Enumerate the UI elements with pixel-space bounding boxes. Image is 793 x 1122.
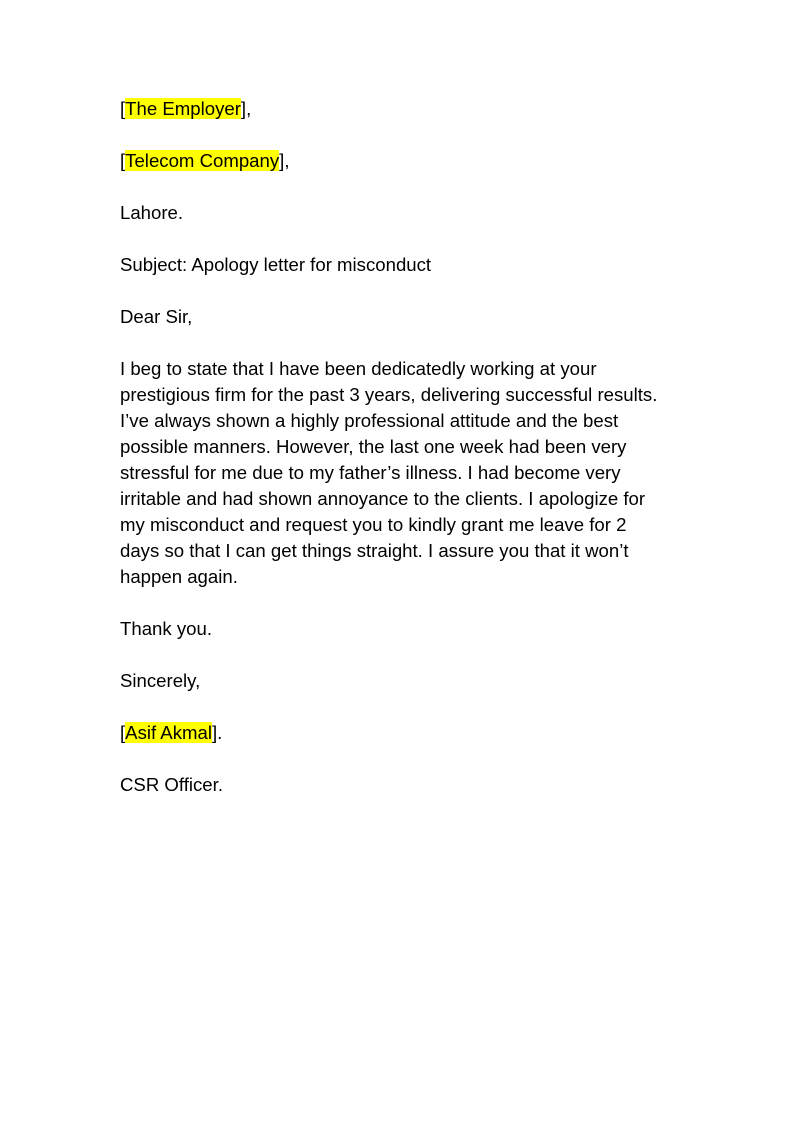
recipient-name-placeholder: The Employer <box>125 98 241 119</box>
bracket-close: ], <box>279 150 290 171</box>
sender-name-placeholder: Asif Akmal <box>125 722 212 743</box>
bracket-open: [ <box>120 722 126 743</box>
bracket-open: [ <box>120 98 126 119</box>
closing-line: Sincerely, <box>120 670 201 691</box>
recipient-city: Lahore. <box>120 202 184 223</box>
bracket-open: [ <box>120 150 126 171</box>
company-name-placeholder: Telecom Company <box>125 150 280 171</box>
salutation: Dear Sir, <box>120 306 193 327</box>
letter-body: I beg to state that I have been dedicatedly working at your prestigious firm for the past 3 years, delivering successful results. I’ve always shown a highly professional attitude and the best possible manners. However, the last one week had been very stressful for me due to my father’s illness. I had become very irritable and had shown annoyance to the clients. I apologize for my misconduct and request you to kindly grant me leave for 2 days so that I can get things straight. I assure you that it won’t happen again. <box>120 358 658 587</box>
letter-content <box>120 96 668 824</box>
bracket-close: ]. <box>211 722 223 743</box>
thanks-line: Thank you. <box>120 618 212 639</box>
subject-line: Subject: Apology letter for misconduct <box>120 254 432 275</box>
recipient-company-line <box>120 148 668 174</box>
bracket-close: ], <box>240 98 252 119</box>
recipient-name-line <box>120 96 668 122</box>
sender-designation: CSR Officer. <box>120 774 223 795</box>
signature-line <box>120 720 668 746</box>
